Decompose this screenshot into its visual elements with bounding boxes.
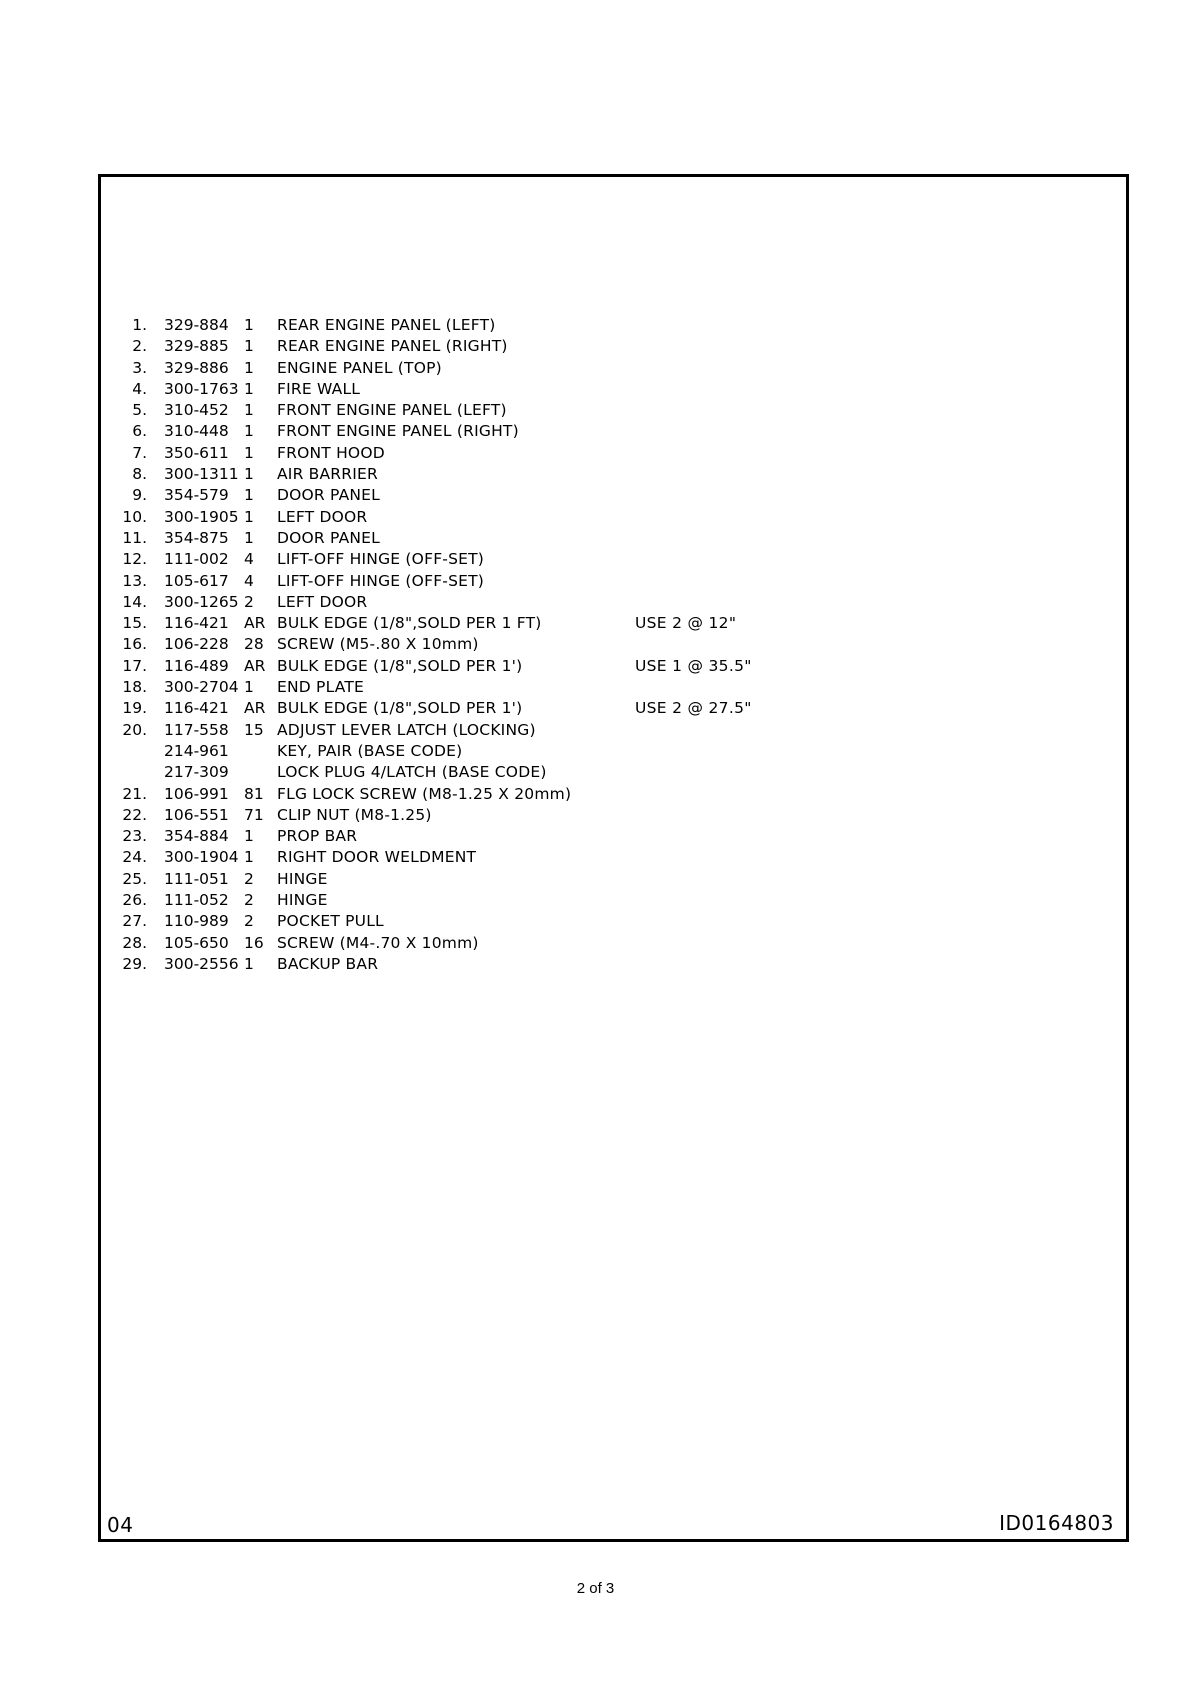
part-number: 354-884	[164, 827, 229, 846]
quantity: 1	[244, 528, 254, 547]
part-number: 310-448	[164, 422, 229, 441]
quantity: AR	[244, 656, 266, 675]
drawing-frame	[98, 174, 1129, 1542]
description: FRONT ENGINE PANEL (LEFT)	[277, 401, 507, 420]
item-number: 22.	[122, 805, 147, 824]
quantity: 1	[244, 337, 254, 356]
quantity: 16	[244, 933, 264, 952]
part-number: 300-2556	[164, 954, 239, 973]
quantity: 1	[244, 465, 254, 484]
document-id: ID0164803	[999, 1511, 1114, 1535]
part-number: 110-989	[164, 912, 229, 931]
item-number: 24.	[122, 848, 147, 867]
description: BULK EDGE (1/8",SOLD PER 1')	[277, 656, 523, 675]
quantity: 2	[244, 592, 254, 611]
description: DOOR PANEL	[277, 486, 381, 505]
description: CLIP NUT (M8-1.25)	[277, 805, 432, 824]
part-number: 310-452	[164, 401, 229, 420]
note: USE 2 @ 12"	[635, 614, 737, 633]
part-number: 329-884	[164, 316, 229, 334]
part-number: 111-002	[164, 550, 229, 569]
description: LIFT-OFF HINGE (OFF-SET)	[277, 571, 485, 590]
part-number: 116-421	[164, 699, 229, 718]
part-number: 300-1311	[164, 465, 239, 484]
note: USE 1 @ 35.5"	[635, 656, 752, 675]
quantity: 2	[244, 891, 254, 910]
part-number: 350-611	[164, 443, 229, 462]
part-number: 105-617	[164, 571, 229, 590]
quantity: 1	[244, 379, 254, 398]
quantity: 1	[244, 507, 254, 526]
part-number: 300-1265	[164, 592, 239, 611]
quantity: 1	[244, 401, 254, 420]
item-number: 28.	[122, 933, 147, 952]
item-number: 3.	[132, 358, 147, 377]
item-number: 14.	[122, 592, 147, 611]
item-number: 29.	[122, 954, 147, 973]
description: SCREW (M5-.80 X 10mm)	[277, 635, 479, 654]
description: DOOR PANEL	[277, 528, 381, 547]
item-number: 7.	[132, 443, 147, 462]
item-number: 12.	[122, 550, 147, 569]
part-number: 111-051	[164, 869, 229, 888]
description: AIR BARRIER	[277, 465, 378, 484]
part-number: 354-579	[164, 486, 229, 505]
item-number: 27.	[122, 912, 147, 931]
description: ADJUST LEVER LATCH (LOCKING)	[277, 720, 536, 739]
item-number: 21.	[122, 784, 147, 803]
item-number: 16.	[122, 635, 147, 654]
part-number: 111-052	[164, 891, 229, 910]
page-number: 2 of 3	[576, 1580, 615, 1597]
description: LIFT-OFF HINGE (OFF-SET)	[277, 550, 485, 569]
item-number: 17.	[122, 656, 147, 675]
description: LEFT DOOR	[277, 507, 368, 526]
part-number: 217-309	[164, 763, 229, 782]
quantity: 28	[244, 635, 264, 654]
description: POCKET PULL	[277, 912, 384, 931]
description: RIGHT DOOR WELDMENT	[277, 848, 477, 867]
item-number: 1.	[132, 316, 147, 334]
description: FRONT HOOD	[277, 443, 385, 462]
quantity: 1	[244, 358, 254, 377]
quantity: AR	[244, 699, 266, 718]
description: HINGE	[277, 869, 328, 888]
quantity: 1	[244, 678, 254, 697]
item-number: 11.	[122, 528, 147, 547]
description: LOCK PLUG 4/LATCH (BASE CODE)	[277, 763, 547, 782]
quantity: 1	[244, 848, 254, 867]
part-number: 214-961	[164, 741, 229, 760]
part-number: 106-228	[164, 635, 229, 654]
quantity: 1	[244, 422, 254, 441]
quantity: 1	[244, 443, 254, 462]
description: PROP BAR	[277, 827, 358, 846]
description: REAR ENGINE PANEL (RIGHT)	[277, 337, 508, 356]
quantity: 81	[244, 784, 264, 803]
item-number: 8.	[132, 465, 147, 484]
description: FLG LOCK SCREW (M8-1.25 X 20mm)	[277, 784, 572, 803]
description: LEFT DOOR	[277, 592, 368, 611]
description: FIRE WALL	[277, 379, 361, 398]
quantity: 2	[244, 869, 254, 888]
item-number: 5.	[132, 401, 147, 420]
item-number: 15.	[122, 614, 147, 633]
description: SCREW (M4-.70 X 10mm)	[277, 933, 479, 952]
description: HINGE	[277, 891, 328, 910]
description: FRONT ENGINE PANEL (RIGHT)	[277, 422, 519, 441]
item-number: 9.	[132, 486, 147, 505]
quantity: 15	[244, 720, 264, 739]
quantity: 1	[244, 486, 254, 505]
part-number: 116-421	[164, 614, 229, 633]
item-number: 13.	[122, 571, 147, 590]
description: BULK EDGE (1/8",SOLD PER 1 FT)	[277, 614, 542, 633]
quantity: 4	[244, 571, 254, 590]
part-number: 105-650	[164, 933, 229, 952]
description: END PLATE	[277, 678, 365, 697]
part-number: 116-489	[164, 656, 229, 675]
part-number: 300-1763	[164, 379, 239, 398]
description: REAR ENGINE PANEL (LEFT)	[277, 316, 496, 334]
item-number: 19.	[122, 699, 147, 718]
description: BACKUP BAR	[277, 954, 379, 973]
part-number: 300-2704	[164, 678, 239, 697]
quantity: 4	[244, 550, 254, 569]
part-number: 117-558	[164, 720, 229, 739]
item-number: 20.	[122, 720, 147, 739]
description: ENGINE PANEL (TOP)	[277, 358, 442, 377]
quantity: 1	[244, 316, 254, 334]
item-number: 18.	[122, 678, 147, 697]
quantity: 1	[244, 827, 254, 846]
description: BULK EDGE (1/8",SOLD PER 1')	[277, 699, 523, 718]
quantity: 71	[244, 805, 264, 824]
part-number: 300-1904	[164, 848, 239, 867]
item-number: 25.	[122, 869, 147, 888]
quantity: 2	[244, 912, 254, 931]
part-number: 329-886	[164, 358, 229, 377]
item-number: 6.	[132, 422, 147, 441]
note: USE 2 @ 27.5"	[635, 699, 752, 718]
item-number: 2.	[132, 337, 147, 356]
quantity: 1	[244, 954, 254, 973]
description: KEY, PAIR (BASE CODE)	[277, 741, 463, 760]
quantity: AR	[244, 614, 266, 633]
part-number: 106-551	[164, 805, 229, 824]
part-number: 329-885	[164, 337, 229, 356]
part-number: 300-1905	[164, 507, 239, 526]
item-number: 4.	[132, 379, 147, 398]
item-number: 23.	[122, 827, 147, 846]
part-number: 354-875	[164, 528, 229, 547]
item-number: 10.	[122, 507, 147, 526]
part-number: 106-991	[164, 784, 229, 803]
item-number: 26.	[122, 891, 147, 910]
revision-label: 04	[107, 1513, 134, 1537]
